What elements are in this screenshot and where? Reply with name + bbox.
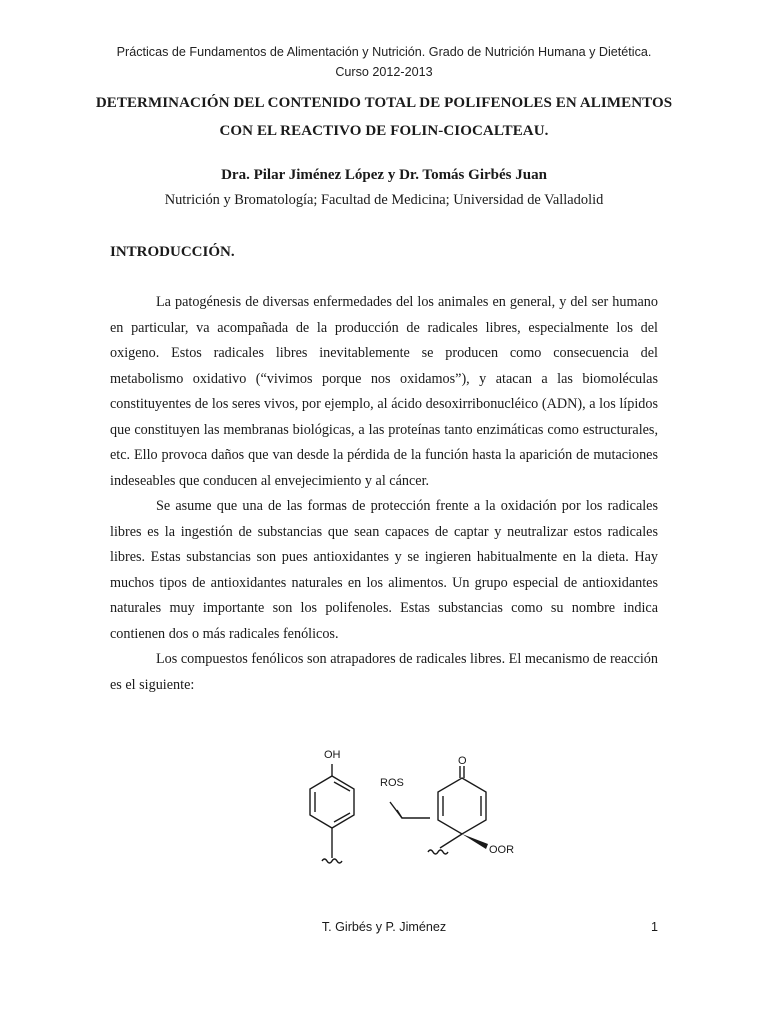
wedge-bond (462, 834, 488, 849)
quinone-ring (438, 778, 486, 834)
paragraph: Se asume que una de las formas de protección frente a la oxidación por los radicales libres es la ingestión de substancias que sean capaces de captar y neutralizar estos radicales libres. Estas substancias son pues antioxidantes y se ingieren habitualmente en la dieta. Hay muchos tipos de antioxidantes naturales en los alimentos. Un grupo especial de antioxidantes naturales muy importante son los polifenoles. Estas substancias como su nombre indica contienen dos o más radicales fenólicos. (110, 498, 658, 642)
ros-label: ROS (380, 777, 404, 789)
running-header: Prácticas de Fundamentos de Alimentación y Nutrición. Grado de Nutrición Humana y Dietética. Curso 2012-2013 (116, 45, 652, 79)
carbonyl-label: O (458, 755, 467, 767)
footer-author: T. Girbés y P. Jiménez (321, 920, 447, 934)
paragraph: Los compuestos fenólicos son atrapadores de radicales libres. El mecanismo de reacción es el siguiente: (110, 651, 658, 693)
oor-label: OOR (489, 844, 515, 856)
affiliation: Nutrición y Bromatología; Facultad de Medicina; Universidad de Valladolid (164, 192, 604, 208)
quinone-double-bonds (443, 796, 481, 816)
body-text (110, 290, 658, 698)
document-title: DETERMINACIÓN DEL CONTENIDO TOTAL DE POLIFENOLES EN ALIMENTOS CON EL REACTIVO DE FOLIN-CIOCALTEAU. (95, 95, 673, 139)
phenol-ring (310, 776, 354, 828)
page-number: 1 (650, 920, 658, 934)
paragraph: La patogénesis de diversas enfermedades del los animales en general, y del ser humano en particular, va acompañada de la producción de radicales libres, especialmente los del oxigeno. Estos radicales libres inevitablemente se producen como consecuencia del metabolismo oxidativo (“vivimos porque nos oxidamos”), y atacan a las biomoléculas constituyentes de los seres vivos, por ejemplo, al ácido desoxirribonucléico (ADN), a los lípidos que constituyen las membranas biológicas, a las proteínas tanto enzimáticas como estructurales, etc. Ello provoca daños que van desde la pérdida de la función hasta la aparición de mutaciones indeseables que conducen al envejecimiento y al cáncer. (110, 294, 658, 489)
reaction-diagram (290, 740, 530, 905)
carbonyl-bond (460, 766, 464, 778)
reaction-arrow (390, 802, 430, 818)
oh-label: OH (324, 749, 341, 761)
product-wavy-bond (440, 834, 462, 848)
phenol-wavy (322, 859, 342, 863)
section-heading: INTRODUCCIÓN. (110, 244, 235, 260)
product-wavy (428, 850, 448, 854)
phenol-double-bonds (315, 782, 350, 822)
reaction-svg (290, 740, 530, 900)
authors: Dra. Pilar Jiménez López y Dr. Tomás Girbés Juan (221, 167, 547, 183)
